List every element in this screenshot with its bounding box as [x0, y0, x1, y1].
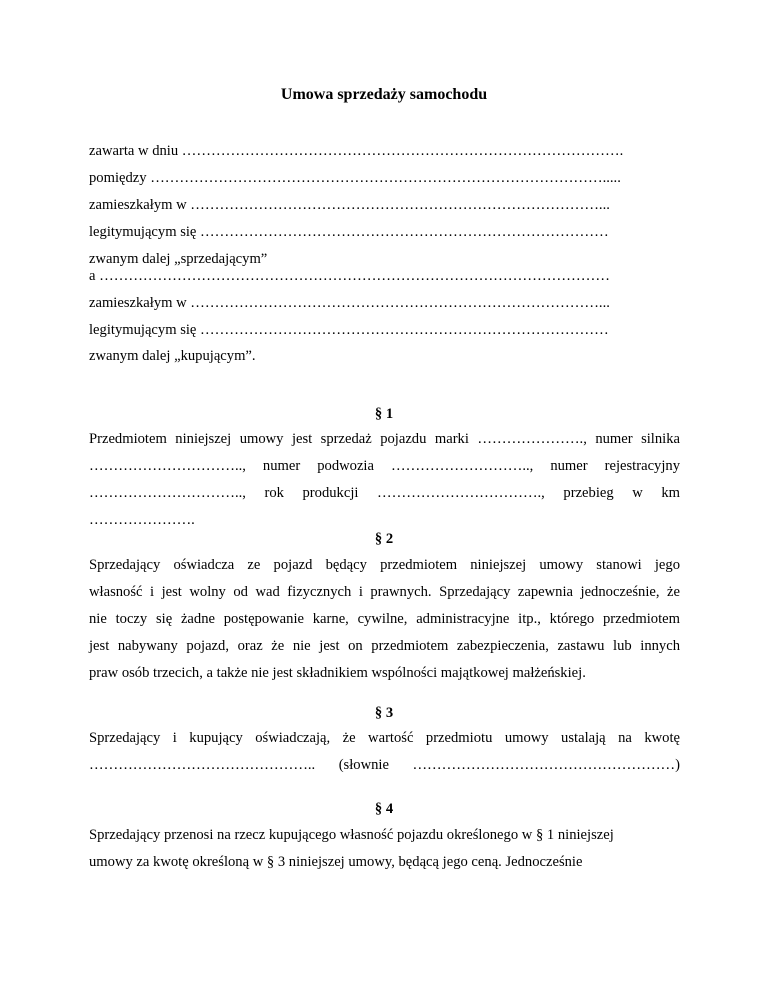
header-line-residence-seller: zamieszkałym w …………………………………………………………………………... [89, 197, 610, 213]
section-1-heading: § 1 [374, 406, 394, 422]
header-line-date: zawarta w dniu ………………………………………………………………………………. [89, 143, 624, 159]
section-2-heading: § 2 [374, 531, 394, 547]
section-2-line: Sprzedający oświadcza ze pojazd będący przedmiotem niniejszej umowy stanowi jego [89, 557, 680, 573]
header-line-seller-label: zwanym dalej „sprzedającym” [89, 251, 268, 267]
header-line-buyer-label: zwanym dalej „kupującym”. [89, 348, 256, 364]
header-line-id-buyer: legitymującym się ………………………………………………………………………… [89, 322, 609, 338]
section-4-body [89, 822, 680, 876]
section-2-line: praw osób trzecich, a także nie jest składnikiem wspólności majątkowej małżeńskiej. [89, 665, 586, 681]
section-4-line: Sprzedający przenosi na rzecz kupującego własność pojazdu określonego w § 1 niniejszej [89, 827, 614, 843]
header-line-id-seller: legitymującym się ………………………………………………………………………… [89, 224, 609, 240]
section-2-line: nie toczy się żadne postępowanie karne, cywilne, administracyjne itp., którego przedmiotem [89, 611, 680, 627]
document-title: Umowa sprzedaży samochodu [280, 86, 488, 103]
section-3-line: ……………………………………….. (słownie ………………………………………………) [89, 757, 680, 773]
section-2-line: jest nabywany pojazd, oraz że nie jest on przedmiotem zabezpieczenia, zastawu lub innych [89, 638, 680, 654]
section-3-body [89, 725, 680, 779]
section-2-line: własność i jest wolny od wad fizycznych i prawnych. Sprzedający zapewnia jednocześnie, że [89, 584, 680, 600]
header-line-residence-buyer: zamieszkałym w …………………………………………………………………………... [89, 295, 610, 311]
section-1-line: ………………………….., numer podwozia ……………………….., numer rejestracyjny [89, 458, 680, 474]
section-3-line: Sprzedający i kupujący oświadczają, że wartość przedmiotu umowy ustalają na kwotę [89, 730, 680, 746]
section-1-body [89, 426, 680, 534]
header-line-and: a …………………………………………………………………………………………… [89, 268, 610, 284]
section-1-line: ………………………….., rok produkcji ……………………………., przebieg w km [89, 485, 680, 501]
section-4-heading: § 4 [374, 801, 394, 817]
section-2-body [89, 552, 680, 687]
section-4-line: umowy za kwotę określoną w § 3 niniejszej umowy, będącą jego ceną. Jednocześnie [89, 854, 583, 870]
header-line-between: pomiędzy …………………………………………………………………………………..... [89, 170, 621, 186]
section-1-line: Przedmiotem niniejszej umowy jest sprzedaż pojazdu marki …………………., numer silnika [89, 431, 680, 447]
section-3-heading: § 3 [374, 705, 394, 721]
section-1-line: …………………. [89, 512, 195, 528]
